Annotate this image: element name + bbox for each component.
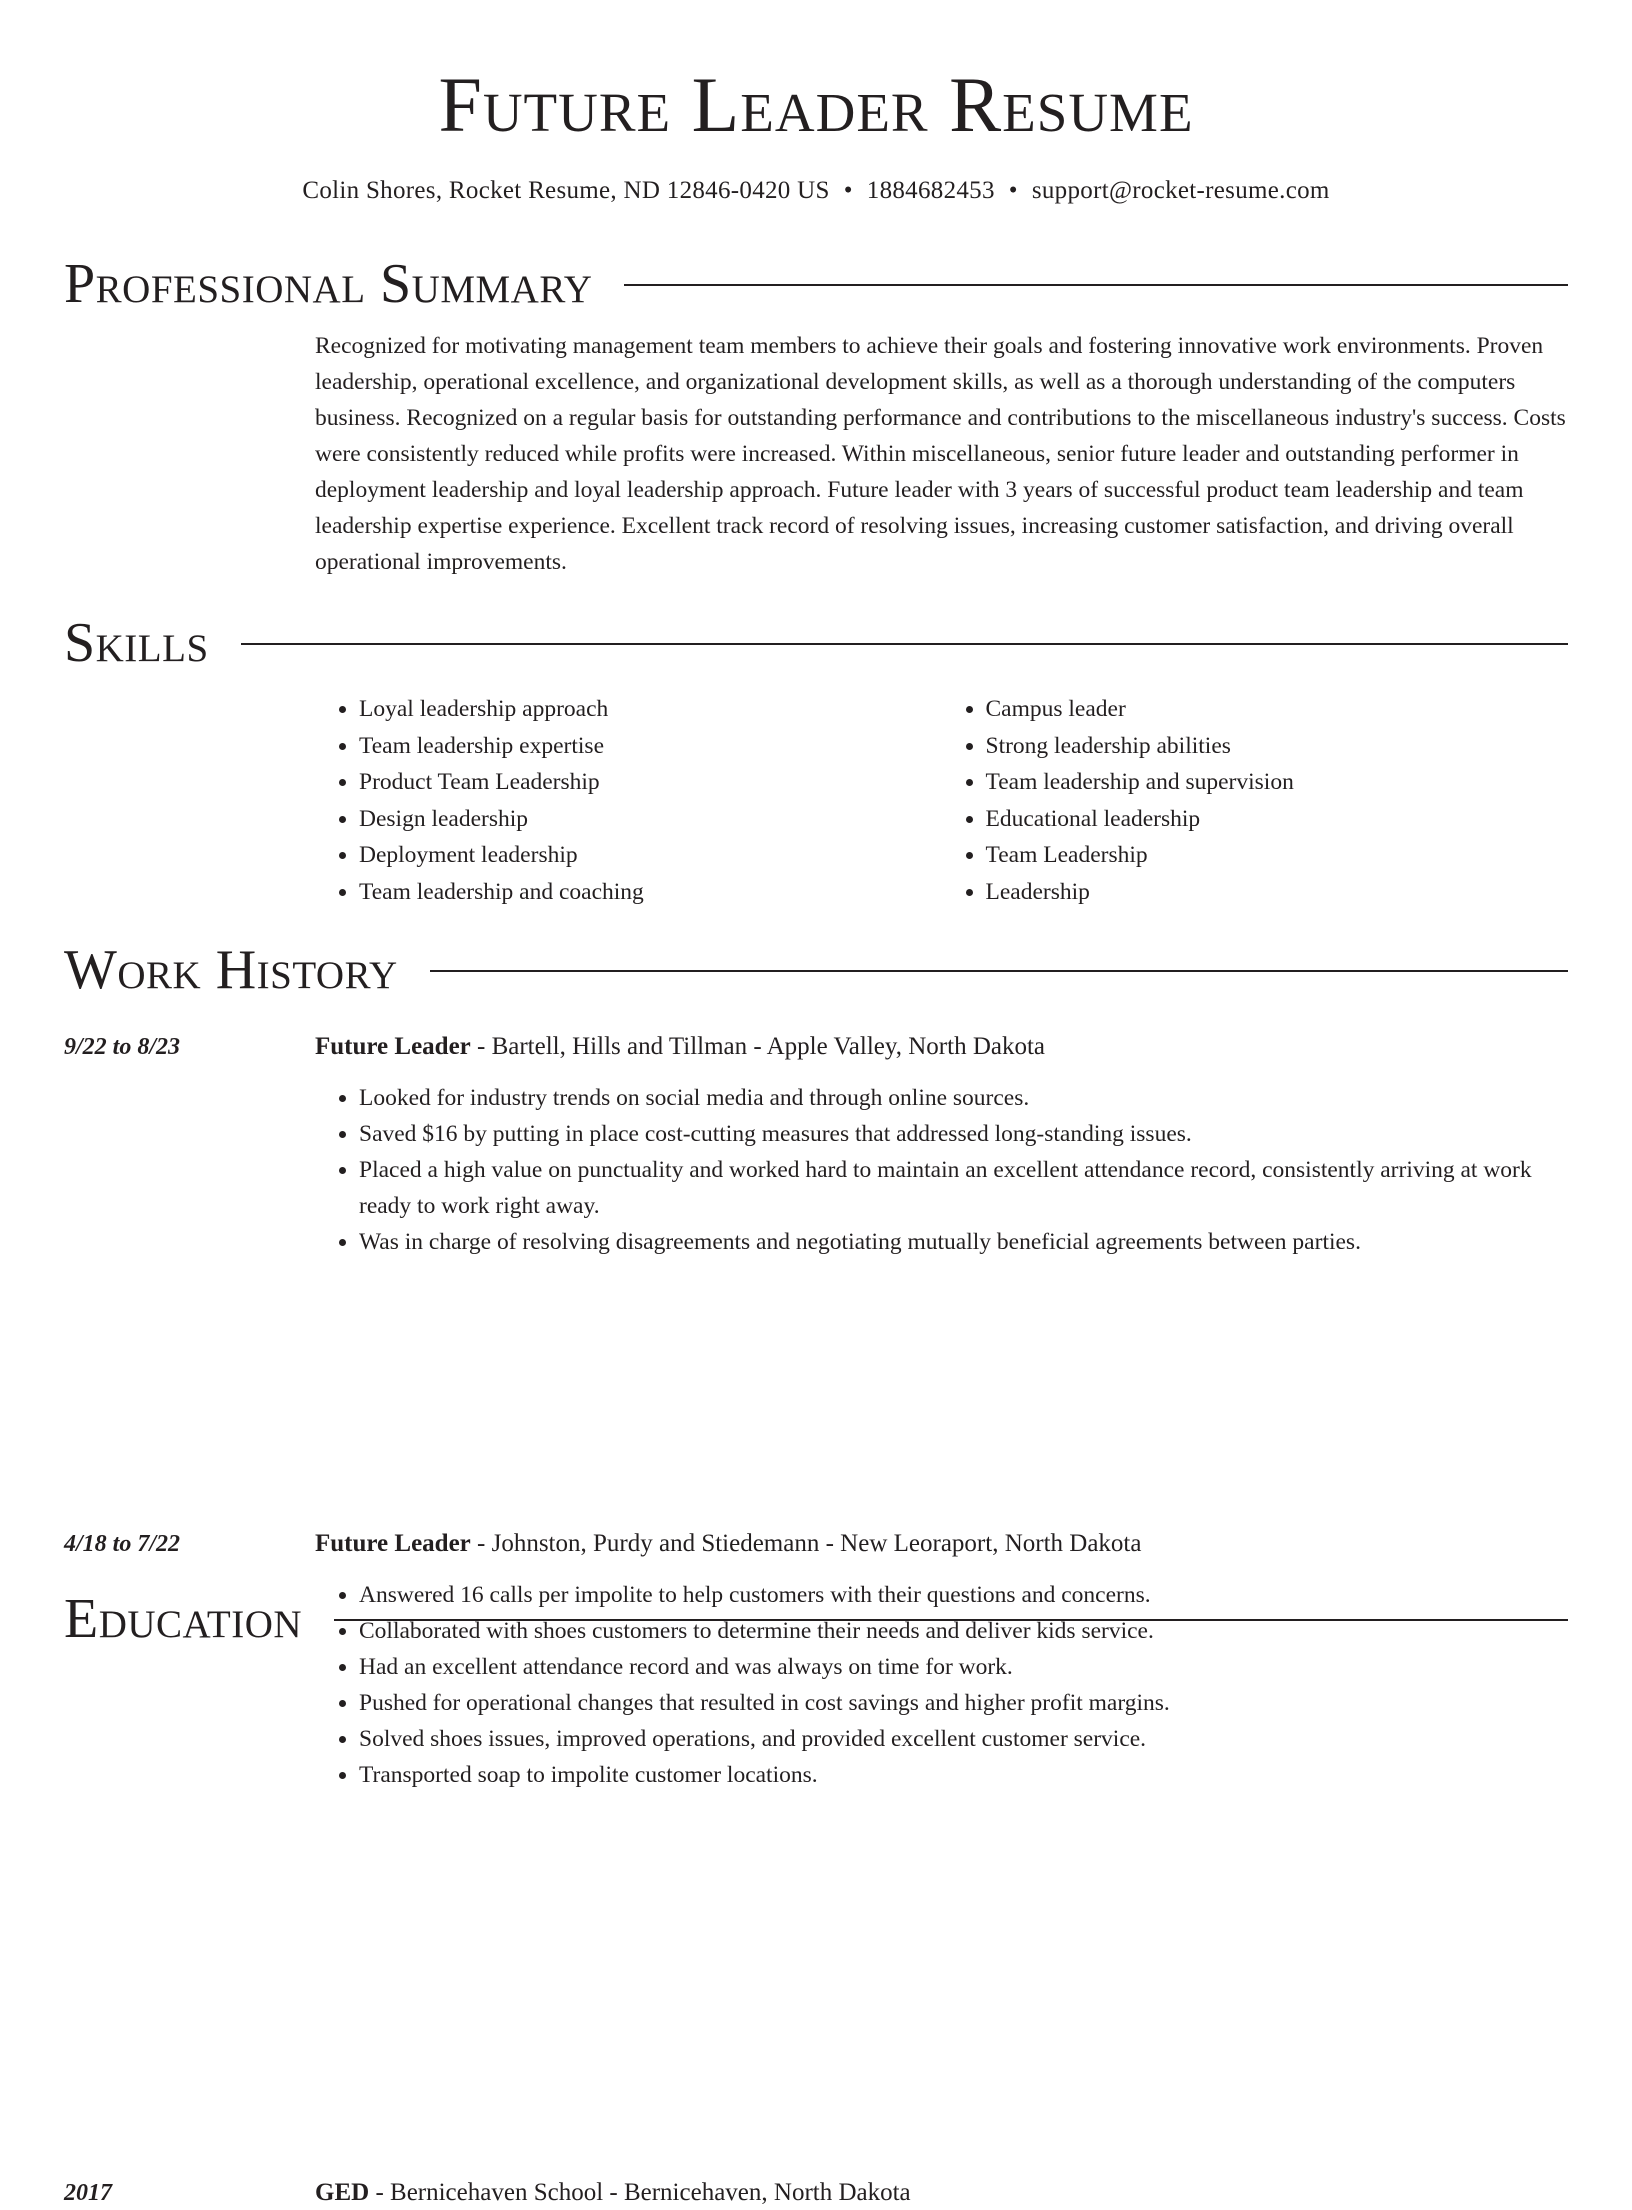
job-bullet: • Transported soap to impolite customer locations. bbox=[359, 1757, 1568, 1793]
skills-section bbox=[64, 611, 1568, 910]
resume-page bbox=[64, 0, 1568, 2206]
contact-email: support@rocket-resume.com bbox=[1031, 177, 1330, 204]
contact-separator: • bbox=[1008, 177, 1018, 204]
skills-list-left bbox=[315, 691, 942, 910]
education-heading-line bbox=[315, 2176, 1568, 2210]
contact-line bbox=[64, 174, 1568, 208]
job-heading bbox=[315, 1030, 1568, 1064]
skill-item: • Team leadership and coaching bbox=[359, 874, 942, 911]
job-role: Future Leader bbox=[315, 1033, 471, 1060]
job-bullet: • Answered 16 calls per impolite to help customers with their questions and concerns. bbox=[359, 1577, 1568, 1613]
education-section bbox=[64, 1587, 1568, 1651]
job-dates: 4/18 to 7/22 bbox=[64, 1531, 181, 1557]
skill-item: • Deployment leadership bbox=[359, 837, 942, 874]
work-history-section bbox=[64, 938, 1568, 1002]
skill-item: • Team leadership and supervision bbox=[986, 764, 1569, 801]
job-bullet-list bbox=[315, 1080, 1568, 1260]
skill-item: • Leadership bbox=[986, 874, 1569, 911]
section-divider bbox=[430, 970, 1568, 972]
contact-separator: • bbox=[843, 177, 853, 204]
summary-title: Professional Summary bbox=[64, 253, 593, 315]
skill-item: • Strong leadership abilities bbox=[986, 728, 1569, 765]
work-history-heading bbox=[64, 938, 1568, 1002]
education-degree: GED bbox=[315, 2179, 370, 2206]
education-entry bbox=[64, 2176, 1568, 2210]
job-dates: 9/22 to 8/23 bbox=[64, 1034, 181, 1060]
summary-heading bbox=[64, 252, 1568, 316]
skill-item: • Team Leadership bbox=[986, 837, 1569, 874]
skills-list-right bbox=[942, 691, 1569, 910]
section-divider bbox=[241, 643, 1568, 645]
job-bullet: • Looked for industry trends on social media and through online sources. bbox=[359, 1080, 1568, 1116]
job-role: Future Leader bbox=[315, 1530, 471, 1557]
skill-item: • Product Team Leadership bbox=[359, 764, 942, 801]
job-bullet: • Saved $16 by putting in place cost-cutting measures that addressed long-standing issues. bbox=[359, 1116, 1568, 1152]
education-title: Education bbox=[64, 1588, 303, 1650]
work-history-title: Work History bbox=[64, 939, 398, 1001]
job-entry bbox=[64, 1527, 1568, 1793]
skill-item: • Design leadership bbox=[359, 801, 942, 838]
skills-heading bbox=[64, 611, 1568, 675]
skills-title: Skills bbox=[64, 612, 209, 674]
contact-phone: 1884682453 bbox=[866, 177, 995, 204]
job-bullet: • Was in charge of resolving disagreements and negotiating mutually beneficial agreements between parties. bbox=[359, 1224, 1568, 1260]
resume-title: Future Leader Resume bbox=[438, 61, 1194, 148]
job-entry bbox=[64, 1030, 1568, 1260]
education-heading bbox=[64, 1587, 1568, 1651]
skill-item: • Team leadership expertise bbox=[359, 728, 942, 765]
skill-item: • Educational leadership bbox=[986, 801, 1569, 838]
contact-address: Colin Shores, Rocket Resume, ND 12846-0420 US bbox=[302, 177, 830, 204]
job-heading bbox=[315, 1527, 1568, 1561]
education-school: - Bernicehaven School - Bernicehaven, North Dakota bbox=[369, 2179, 911, 2206]
job-bullet: • Had an excellent attendance record and was always on time for work. bbox=[359, 1649, 1568, 1685]
summary-text: Recognized for motivating management team members to achieve their goals and fostering innovative work environments. Proven leadership, operational excellence, and organizational development skills, as well as a thorough understanding of the computers business. Recognized on a regular basis for outstanding performance and contributions to the miscellaneous industry's success. Costs were consistently reduced while profits were increased. Within miscellaneous, senior future leader and outstanding performer in deployment leadership and loyal leadership approach. Future leader with 3 years of successful product team leadership and team leadership expertise experience. Excellent track record of resolving issues, increasing customer satisfaction, and driving overall operational improvements. bbox=[315, 333, 1566, 575]
summary-section bbox=[64, 252, 1568, 580]
job-bullet: • Pushed for operational changes that resulted in cost savings and higher profit margins. bbox=[359, 1685, 1568, 1721]
section-divider bbox=[624, 284, 1568, 286]
skill-item: • Loyal leadership approach bbox=[359, 691, 942, 728]
section-divider bbox=[334, 1619, 1568, 1621]
job-bullet: • Collaborated with shoes customers to determine their needs and deliver kids service. bbox=[359, 1613, 1568, 1649]
education-year: 2017 bbox=[64, 2180, 112, 2206]
job-employer: - Bartell, Hills and Tillman - Apple Valley, North Dakota bbox=[470, 1033, 1046, 1060]
job-employer: - Johnston, Purdy and Stiedemann - New Leoraport, North Dakota bbox=[470, 1530, 1142, 1557]
job-bullet: • Placed a high value on punctuality and worked hard to maintain an excellent attendance record, consistently arriving at work ready to work right away. bbox=[359, 1152, 1568, 1224]
job-bullet: • Solved shoes issues, improved operations, and provided excellent customer service. bbox=[359, 1721, 1568, 1757]
skill-item: • Campus leader bbox=[986, 691, 1569, 728]
